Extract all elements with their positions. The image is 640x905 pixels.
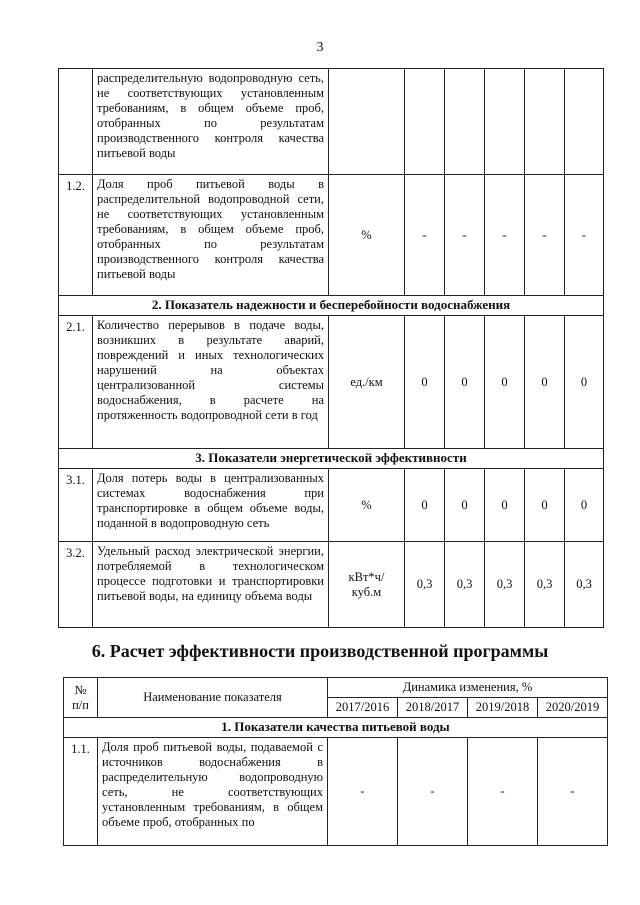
section-row <box>59 449 604 469</box>
year-header: 2018/2017 <box>398 698 468 718</box>
column-header-number: № п/п <box>64 678 98 718</box>
value-cell: - <box>445 175 485 296</box>
value-cell: 0,3 <box>565 542 604 628</box>
value-cell: 0,3 <box>485 542 525 628</box>
value-cell: 0 <box>485 316 525 449</box>
value-cell: - <box>485 175 525 296</box>
value-cell: - <box>525 175 565 296</box>
section-row <box>59 296 604 316</box>
indicator-name: Удельный расход электрической энергии, потребляемой в технологическом процессе подготовки и транспортировки питьевой воды, на единицу объема воды <box>93 542 329 628</box>
unit: ед./км <box>329 316 405 449</box>
table-row <box>59 316 604 449</box>
row-number: 2.1. <box>59 316 93 449</box>
value-cell: 0 <box>445 469 485 542</box>
table-row <box>59 175 604 296</box>
value-cell: - <box>538 738 608 846</box>
indicator-name: Количество перерывов в подаче воды, возникших в результате аварий, повреждений и иных технологических нарушений на объектах централизованной системы водоснабжения, в расчете на протяженность водопроводной сети в год <box>93 316 329 449</box>
value-cell: - <box>328 738 398 846</box>
column-header-name: Наименование показателя <box>98 678 328 718</box>
year-header: 2019/2018 <box>468 698 538 718</box>
indicator-name: Доля потерь воды в централизованных системах водоснабжения при транспортировке в общем объеме воды, поданной в водопроводную сеть <box>93 469 329 542</box>
section-heading: 2. Показатель надежности и бесперебойности водоснабжения <box>59 296 604 316</box>
row-number: 3.1. <box>59 469 93 542</box>
column-header-dynamics: Динамика изменения, % <box>328 678 608 698</box>
value-cell: 0 <box>525 469 565 542</box>
efficiency-table <box>63 677 608 846</box>
value-cell: - <box>398 738 468 846</box>
header-row <box>64 678 608 698</box>
value-cell: 0 <box>485 469 525 542</box>
value-cell: 0 <box>525 316 565 449</box>
row-number: 3.2. <box>59 542 93 628</box>
value-cell: - <box>405 175 445 296</box>
table-row <box>59 542 604 628</box>
value-cell: 0,3 <box>405 542 445 628</box>
value-cell: 0 <box>445 316 485 449</box>
indicators-table <box>58 68 604 628</box>
page-number: 3 <box>316 40 324 55</box>
table-row <box>59 69 604 175</box>
value-cell: 0 <box>405 316 445 449</box>
indicator-name: Доля проб питьевой воды, подаваемой с источников водоснабжения в распределительную водопроводную сеть, не соответствующих установленным требованиям, в общем объеме проб, отобранных по <box>98 738 328 846</box>
section-heading: 3. Показатели энергетической эффективности <box>59 449 604 469</box>
section-title: 6. Расчет эффективности производственной программы <box>91 641 549 661</box>
value-cell: 0,3 <box>445 542 485 628</box>
value-cell: 0 <box>565 316 604 449</box>
value-cell: 0 <box>565 469 604 542</box>
value-cell: - <box>565 175 604 296</box>
table-row <box>59 469 604 542</box>
value-cell: - <box>468 738 538 846</box>
row-number: 1.1. <box>64 738 98 846</box>
unit: % <box>329 469 405 542</box>
unit: % <box>329 175 405 296</box>
value-cell: 0,3 <box>525 542 565 628</box>
row-number: 1.2. <box>59 175 93 296</box>
indicator-name: Доля проб питьевой воды в распределительной водопроводной сети, не соответствующих установленным требованиям, в общем объеме проб, отобранных по результатам производственного контроля качества питьевой воды <box>93 175 329 296</box>
value-cell: 0 <box>405 469 445 542</box>
year-header: 2020/2019 <box>538 698 608 718</box>
section-row <box>64 718 608 738</box>
continuation-text: распределительную водопроводную сеть, не соответствующих установленным требованиям, в общем объеме проб, отобранных по результатам производственного контроля качества питьевой воды <box>93 69 329 175</box>
unit: кВт*ч/ куб.м <box>329 542 405 628</box>
year-header: 2017/2016 <box>328 698 398 718</box>
table-row <box>64 738 608 846</box>
section-heading: 1. Показатели качества питьевой воды <box>64 718 608 738</box>
